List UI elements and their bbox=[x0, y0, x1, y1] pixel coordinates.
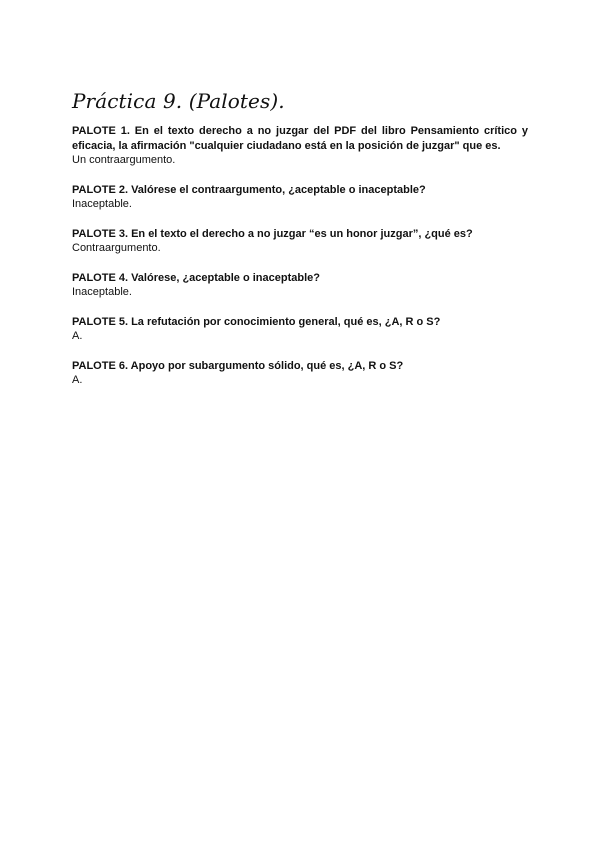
answer-1: Un contraargumento. bbox=[72, 154, 176, 166]
question-block-6 bbox=[72, 359, 528, 388]
question-5: PALOTE 5. La refutación por conocimiento general, qué es, ¿A, R o S? bbox=[72, 315, 441, 328]
answer-4: Inaceptable. bbox=[72, 286, 132, 298]
answer-3: Contraargumento. bbox=[72, 242, 161, 254]
question-block-5 bbox=[72, 315, 528, 344]
question-1: PALOTE 1. En el texto derecho a no juzgar del PDF del libro Pensamiento crítico y eficacia, la afirmación "cualquier ciudadano está en la posición de juzgar" que es. bbox=[72, 125, 528, 152]
question-block-4 bbox=[72, 271, 528, 300]
question-list bbox=[72, 124, 528, 403]
page-title: Práctica 9. (Palotes). bbox=[72, 89, 285, 113]
answer-6: A. bbox=[72, 374, 83, 386]
question-block-1 bbox=[72, 124, 528, 168]
answer-5: A. bbox=[72, 330, 83, 342]
question-3: PALOTE 3. En el texto el derecho a no juzgar “es un honor juzgar”, ¿qué es? bbox=[72, 227, 473, 240]
question-block-3 bbox=[72, 227, 528, 256]
question-4: PALOTE 4. Valórese, ¿aceptable o inaceptable? bbox=[72, 271, 320, 284]
question-6: PALOTE 6. Apoyo por subargumento sólido, qué es, ¿A, R o S? bbox=[72, 359, 404, 372]
answer-2: Inaceptable. bbox=[72, 198, 132, 210]
question-2: PALOTE 2. Valórese el contraargumento, ¿aceptable o inaceptable? bbox=[72, 183, 426, 196]
question-block-2 bbox=[72, 183, 528, 212]
